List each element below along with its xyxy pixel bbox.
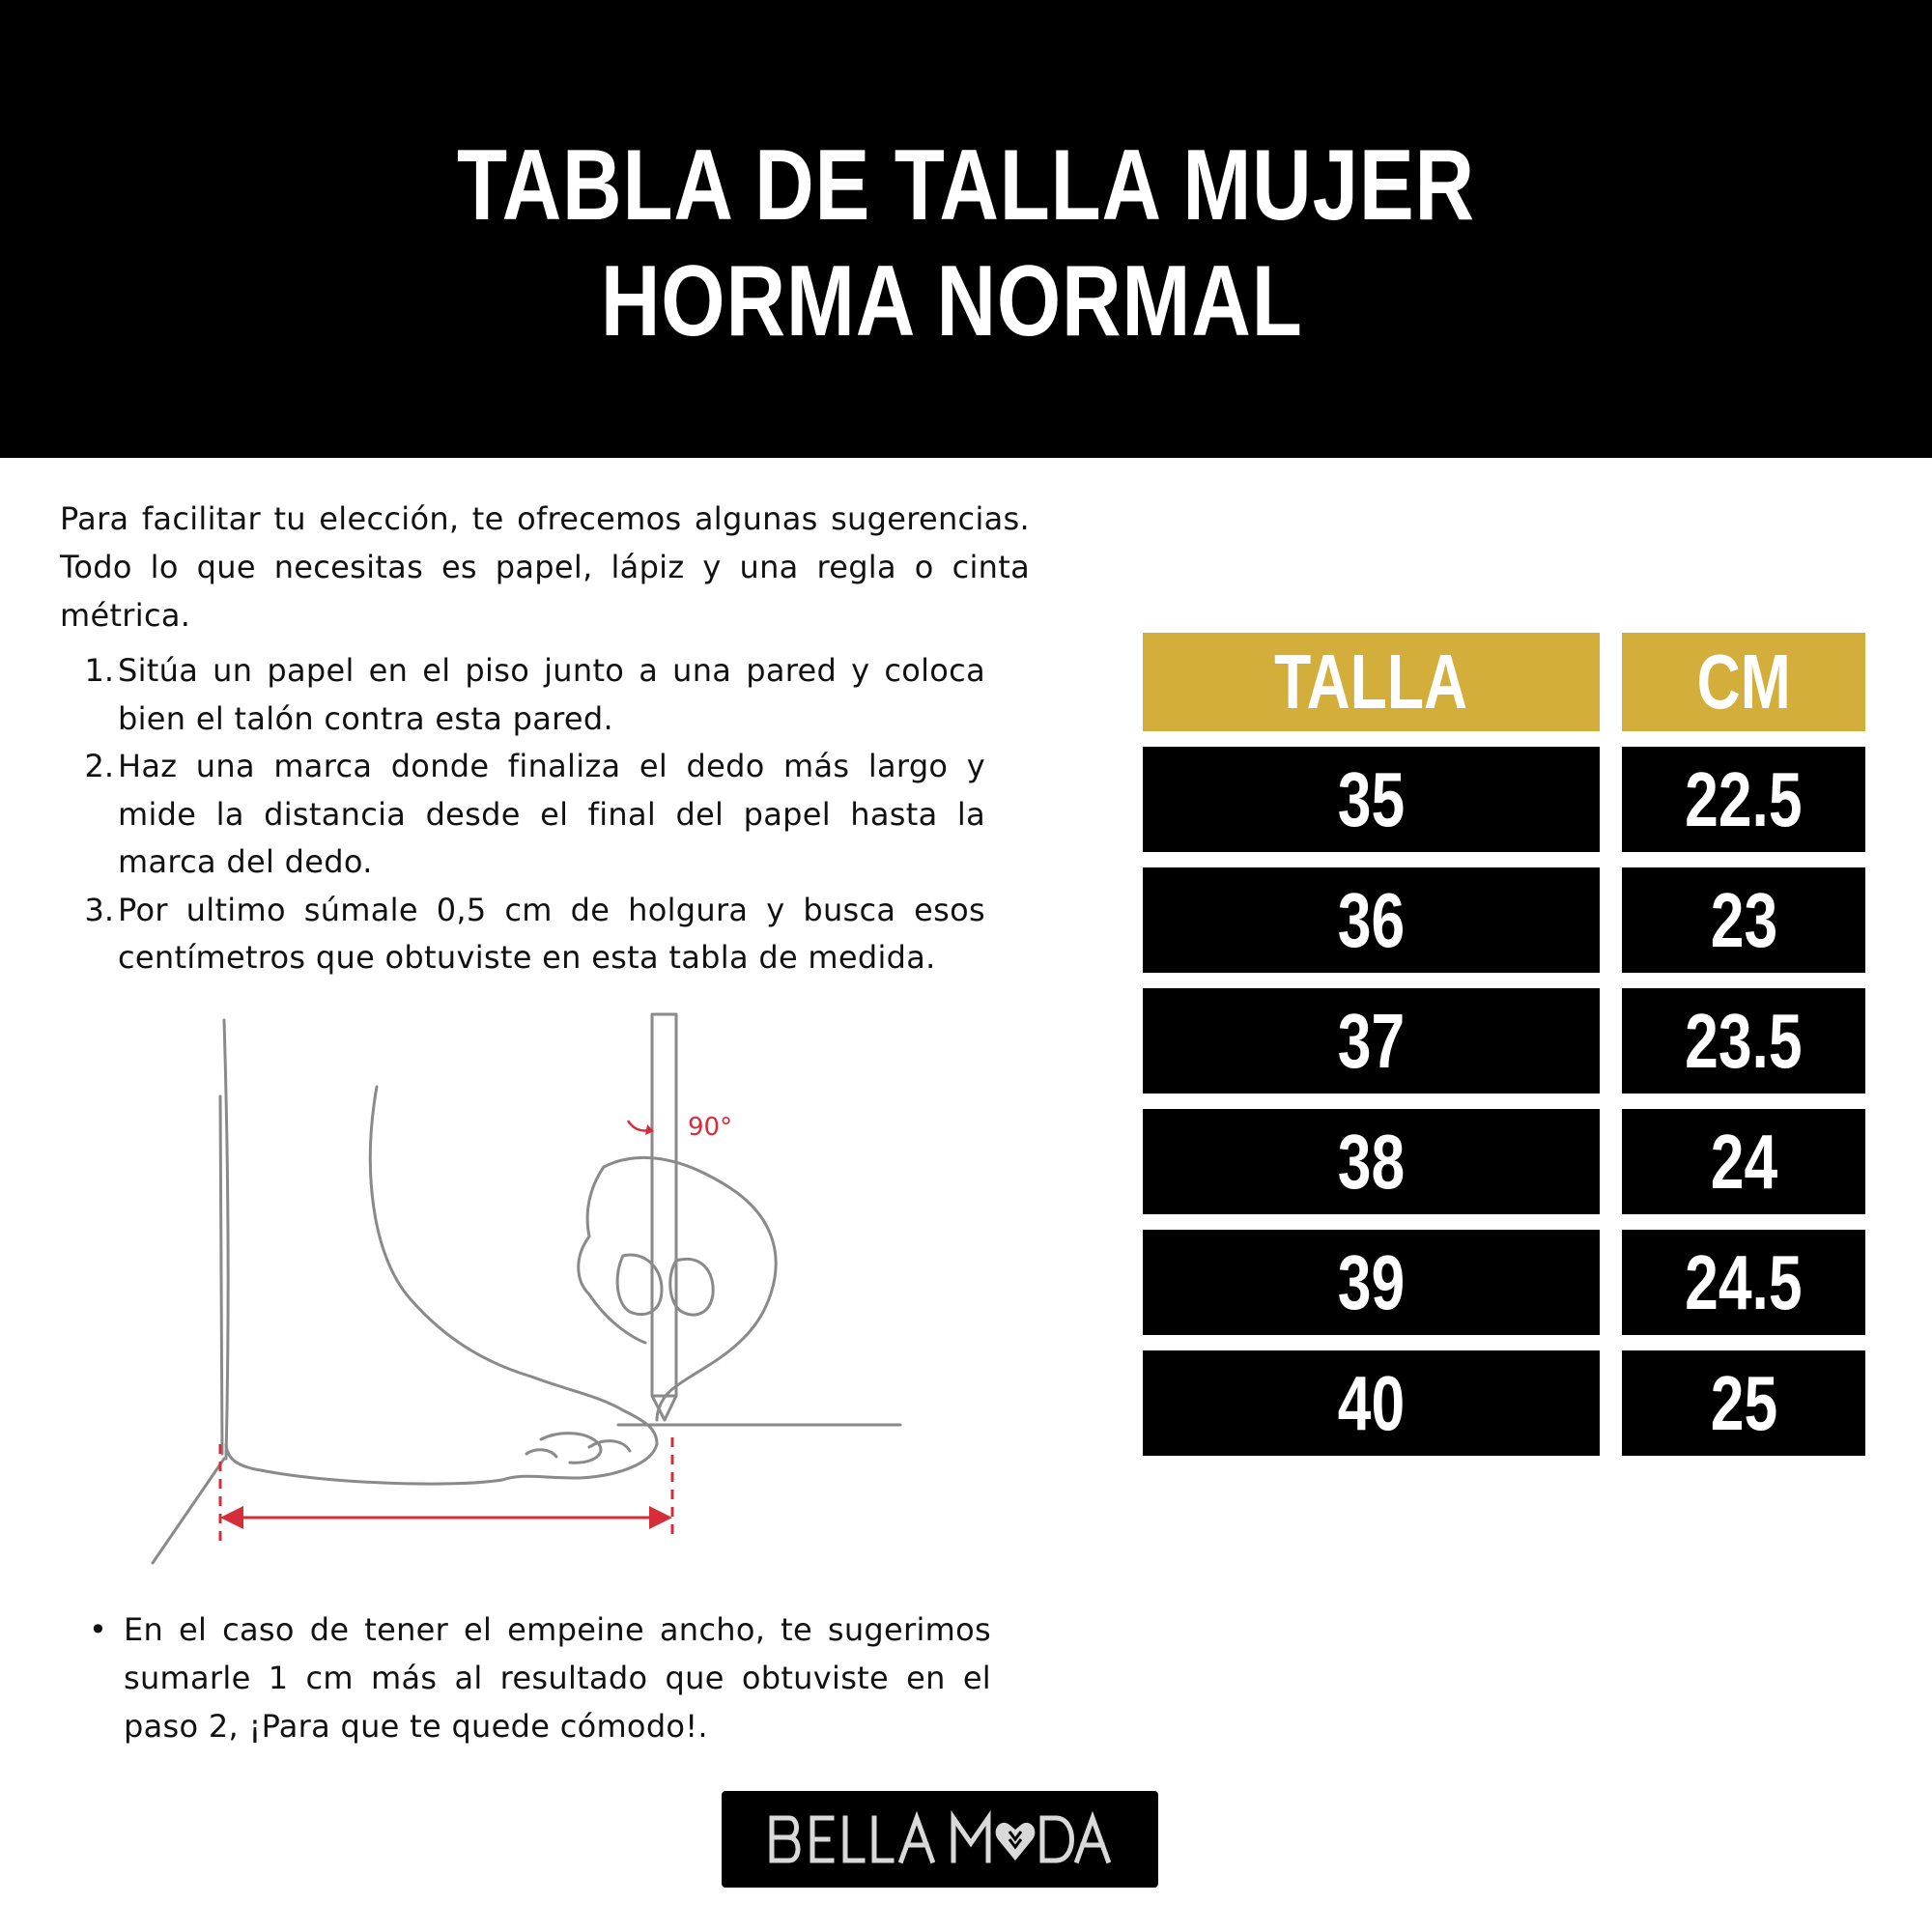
step-number: 3. [84, 891, 114, 928]
step-item [77, 743, 985, 887]
table-cell-talla [1143, 747, 1600, 852]
table-cell-talla [1143, 1350, 1600, 1456]
step-number: 2. [84, 748, 114, 784]
hand-outline [604, 1157, 776, 1420]
title-line-2: HORMA NORMAL [600, 245, 1303, 357]
header-banner [0, 0, 1932, 458]
cell-value: 23 [1710, 876, 1777, 963]
arrow-right-icon [649, 1506, 672, 1529]
angle-label: 90° [688, 1113, 733, 1142]
pencil-body [652, 1014, 676, 1420]
toe-outline [526, 1450, 556, 1457]
cell-value: 23.5 [1685, 997, 1803, 1084]
table-cell-talla [1143, 988, 1600, 1094]
wide-instep-note [89, 1605, 991, 1750]
wall-line [224, 1020, 228, 1459]
cell-value: 24 [1710, 1118, 1777, 1205]
table-header-talla [1143, 633, 1600, 731]
cell-value: 24.5 [1685, 1238, 1803, 1325]
finger-outline [617, 1255, 662, 1315]
cell-value: 36 [1337, 876, 1406, 963]
floor-line [153, 1459, 224, 1563]
table-cell-cm [1622, 988, 1865, 1094]
cell-value: 39 [1337, 1238, 1406, 1325]
toe-outline [541, 1434, 601, 1463]
table-cell-cm [1622, 867, 1865, 973]
step-text: Por ultimo súmale 0,5 cm de holgura y busca esos centímetros que obtuviste en esta tabla de medida. [118, 891, 985, 976]
table-cell-cm [1622, 1350, 1865, 1456]
table-cell-talla [1143, 867, 1600, 973]
step-text: Haz una marca donde finaliza el dedo más largo y mide la distancia desde el final del papel hasta la marca del dedo. [118, 748, 985, 880]
table-cell-talla [1143, 1230, 1600, 1335]
foot-measurement-illustration [135, 1005, 927, 1575]
cell-value: 25 [1710, 1359, 1777, 1446]
cell-value: 38 [1337, 1118, 1406, 1205]
table-cell-cm [1622, 747, 1865, 852]
table-cell-talla [1143, 1109, 1600, 1214]
step-number: 1. [84, 652, 114, 689]
brand-logo [722, 1791, 1158, 1888]
intro-paragraph: Para facilitar tu elección, te ofrecemos algunas sugerencias. Todo lo que necesitas es papel, lápiz y una regla o cinta métrica. [60, 500, 1030, 634]
table-header-label: TALLA [1274, 639, 1468, 724]
step-item [77, 887, 985, 982]
table-header-cm [1622, 633, 1865, 731]
wall-corner-line [220, 1096, 222, 1454]
step-text: Sitúa un papel en el piso junto a una pared y coloca bien el talón contra esta pared. [118, 652, 985, 737]
cell-value: 40 [1337, 1359, 1406, 1446]
brand-logo-wordmark [766, 1810, 1114, 1868]
foot-outline [226, 1087, 657, 1484]
page-title [174, 128, 1758, 359]
cell-value: 37 [1337, 997, 1406, 1084]
table-cell-cm [1622, 1230, 1865, 1335]
bullet-icon: • [89, 1611, 107, 1648]
arrow-left-icon [220, 1506, 243, 1529]
note-text: En el caso de tener el empeine ancho, te sugerimos sumarle 1 cm más al resultado que obtuviste en el paso 2, ¡Para que te quede cómodo!. [124, 1611, 991, 1745]
table-header-label: CM [1696, 639, 1791, 724]
steps-list [77, 647, 985, 982]
cell-value: 22.5 [1685, 755, 1803, 842]
cell-value: 35 [1337, 755, 1406, 842]
table-cell-cm [1622, 1109, 1865, 1214]
title-line-1: TABLA DE TALLA MUJER [457, 129, 1475, 242]
step-item [77, 647, 985, 743]
toe-outline [589, 1441, 630, 1451]
